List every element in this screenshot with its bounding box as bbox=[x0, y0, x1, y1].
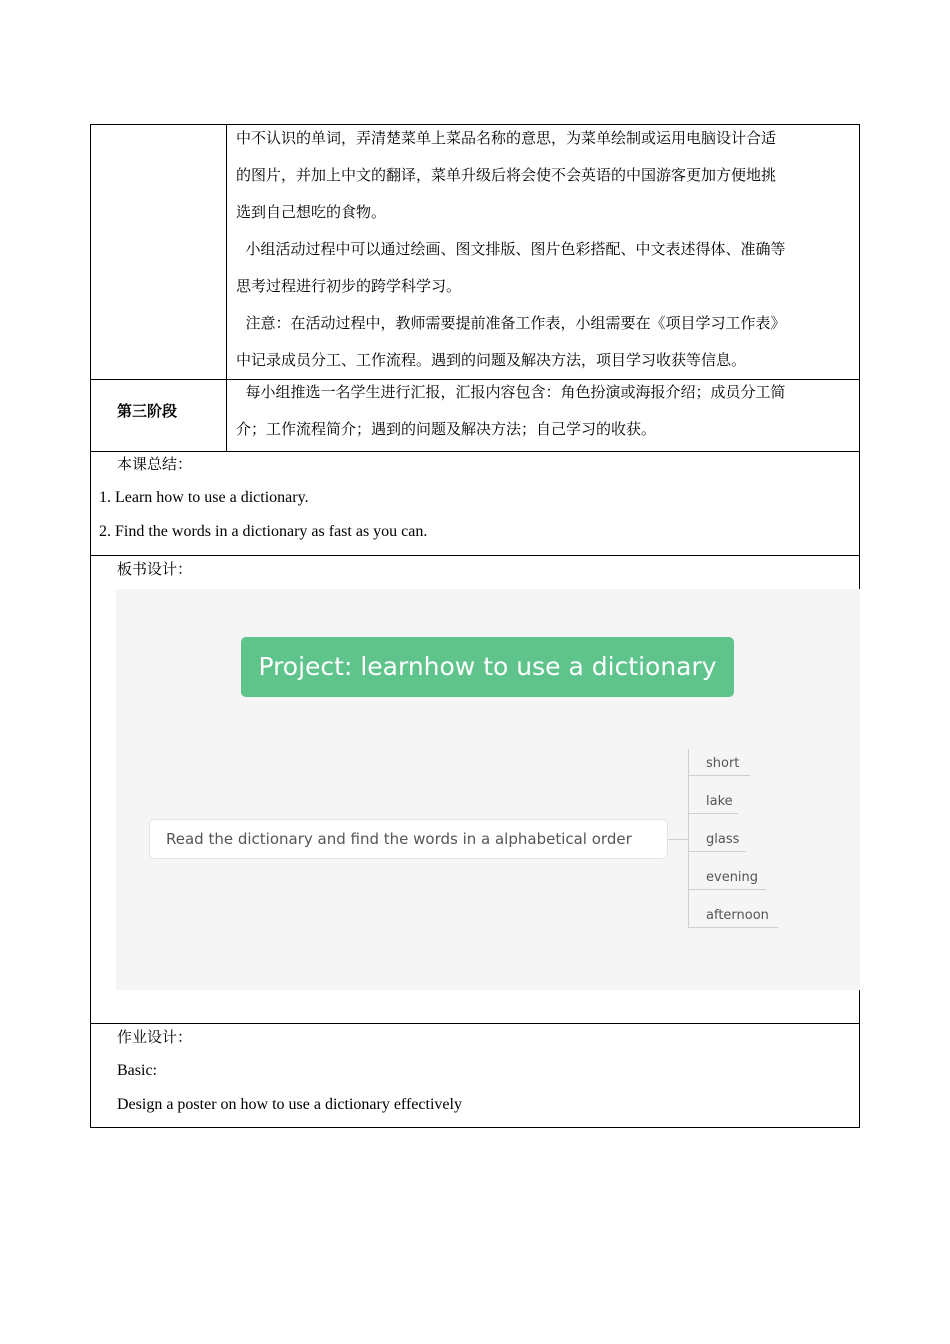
word-short: short bbox=[706, 756, 740, 771]
word-lake: lake bbox=[706, 794, 733, 809]
stage3-label: 第三阶段 bbox=[117, 402, 178, 420]
homework-level: Basic: bbox=[117, 1062, 157, 1079]
summary-item: 1. Learn how to use a dictionary. bbox=[99, 489, 309, 506]
text-line: 思考过程进行初步的跨学科学习。 bbox=[236, 277, 462, 295]
text-line: 选到自己想吃的食物。 bbox=[236, 203, 387, 221]
text-line: 每小组推选一名学生进行汇报，汇报内容包含：角色扮演或海报介绍；成员分工简 bbox=[236, 383, 786, 401]
board-heading: 板书设计： bbox=[117, 560, 193, 578]
text-line: 中记录成员分工、工作流程。遇到的问题及解决方法，项目学习收获等信息。 bbox=[236, 351, 747, 369]
summary-list bbox=[99, 481, 427, 549]
homework-heading: 作业设计： bbox=[117, 1028, 193, 1046]
text-line: 小组活动过程中可以通过绘画、图文排版、图片色彩搭配、中文表述得体、准确等 bbox=[236, 240, 786, 258]
connector-line bbox=[668, 839, 688, 840]
word-evening: evening bbox=[706, 870, 759, 885]
leaf-underline bbox=[688, 775, 750, 776]
board-design-image bbox=[116, 589, 860, 990]
continued-cell-text bbox=[236, 120, 786, 379]
homework-task: Design a poster on how to use a dictionary effectively bbox=[117, 1096, 462, 1113]
summary-item: 2. Find the words in a dictionary as fast as you can. bbox=[99, 523, 428, 540]
leaf-underline bbox=[688, 889, 766, 890]
word-afternoon: afternoon bbox=[706, 908, 769, 923]
row-divider bbox=[91, 451, 859, 452]
summary-heading: 本课总结： bbox=[117, 455, 193, 473]
text-line: 介；工作流程简介；遇到的问题及解决方法；自己学习的收获。 bbox=[236, 420, 657, 438]
row-divider bbox=[91, 555, 859, 556]
board-title: Project: learnhow to use a dictionary bbox=[241, 637, 734, 697]
board-main-topic: Read the dictionary and find the words in a alphabetical order bbox=[149, 819, 668, 859]
text-line: 的图片，并加上中文的翻译，菜单升级后将会使不会英语的中国游客更加方便地挑 bbox=[236, 166, 777, 184]
text-line: 中不认识的单词，弄清楚菜单上菜品名称的意思，为菜单绘制或运用电脑设计合适 bbox=[236, 129, 777, 147]
leaf-underline bbox=[688, 851, 746, 852]
column-divider bbox=[226, 125, 227, 451]
text-line: 注意：在活动过程中，教师需要提前准备工作表，小组需要在《项目学习工作表》 bbox=[236, 314, 786, 332]
leaf-underline bbox=[688, 813, 738, 814]
row-divider bbox=[91, 1023, 859, 1024]
stage3-text bbox=[236, 374, 786, 448]
word-glass: glass bbox=[706, 832, 740, 847]
leaf-underline bbox=[688, 927, 778, 928]
